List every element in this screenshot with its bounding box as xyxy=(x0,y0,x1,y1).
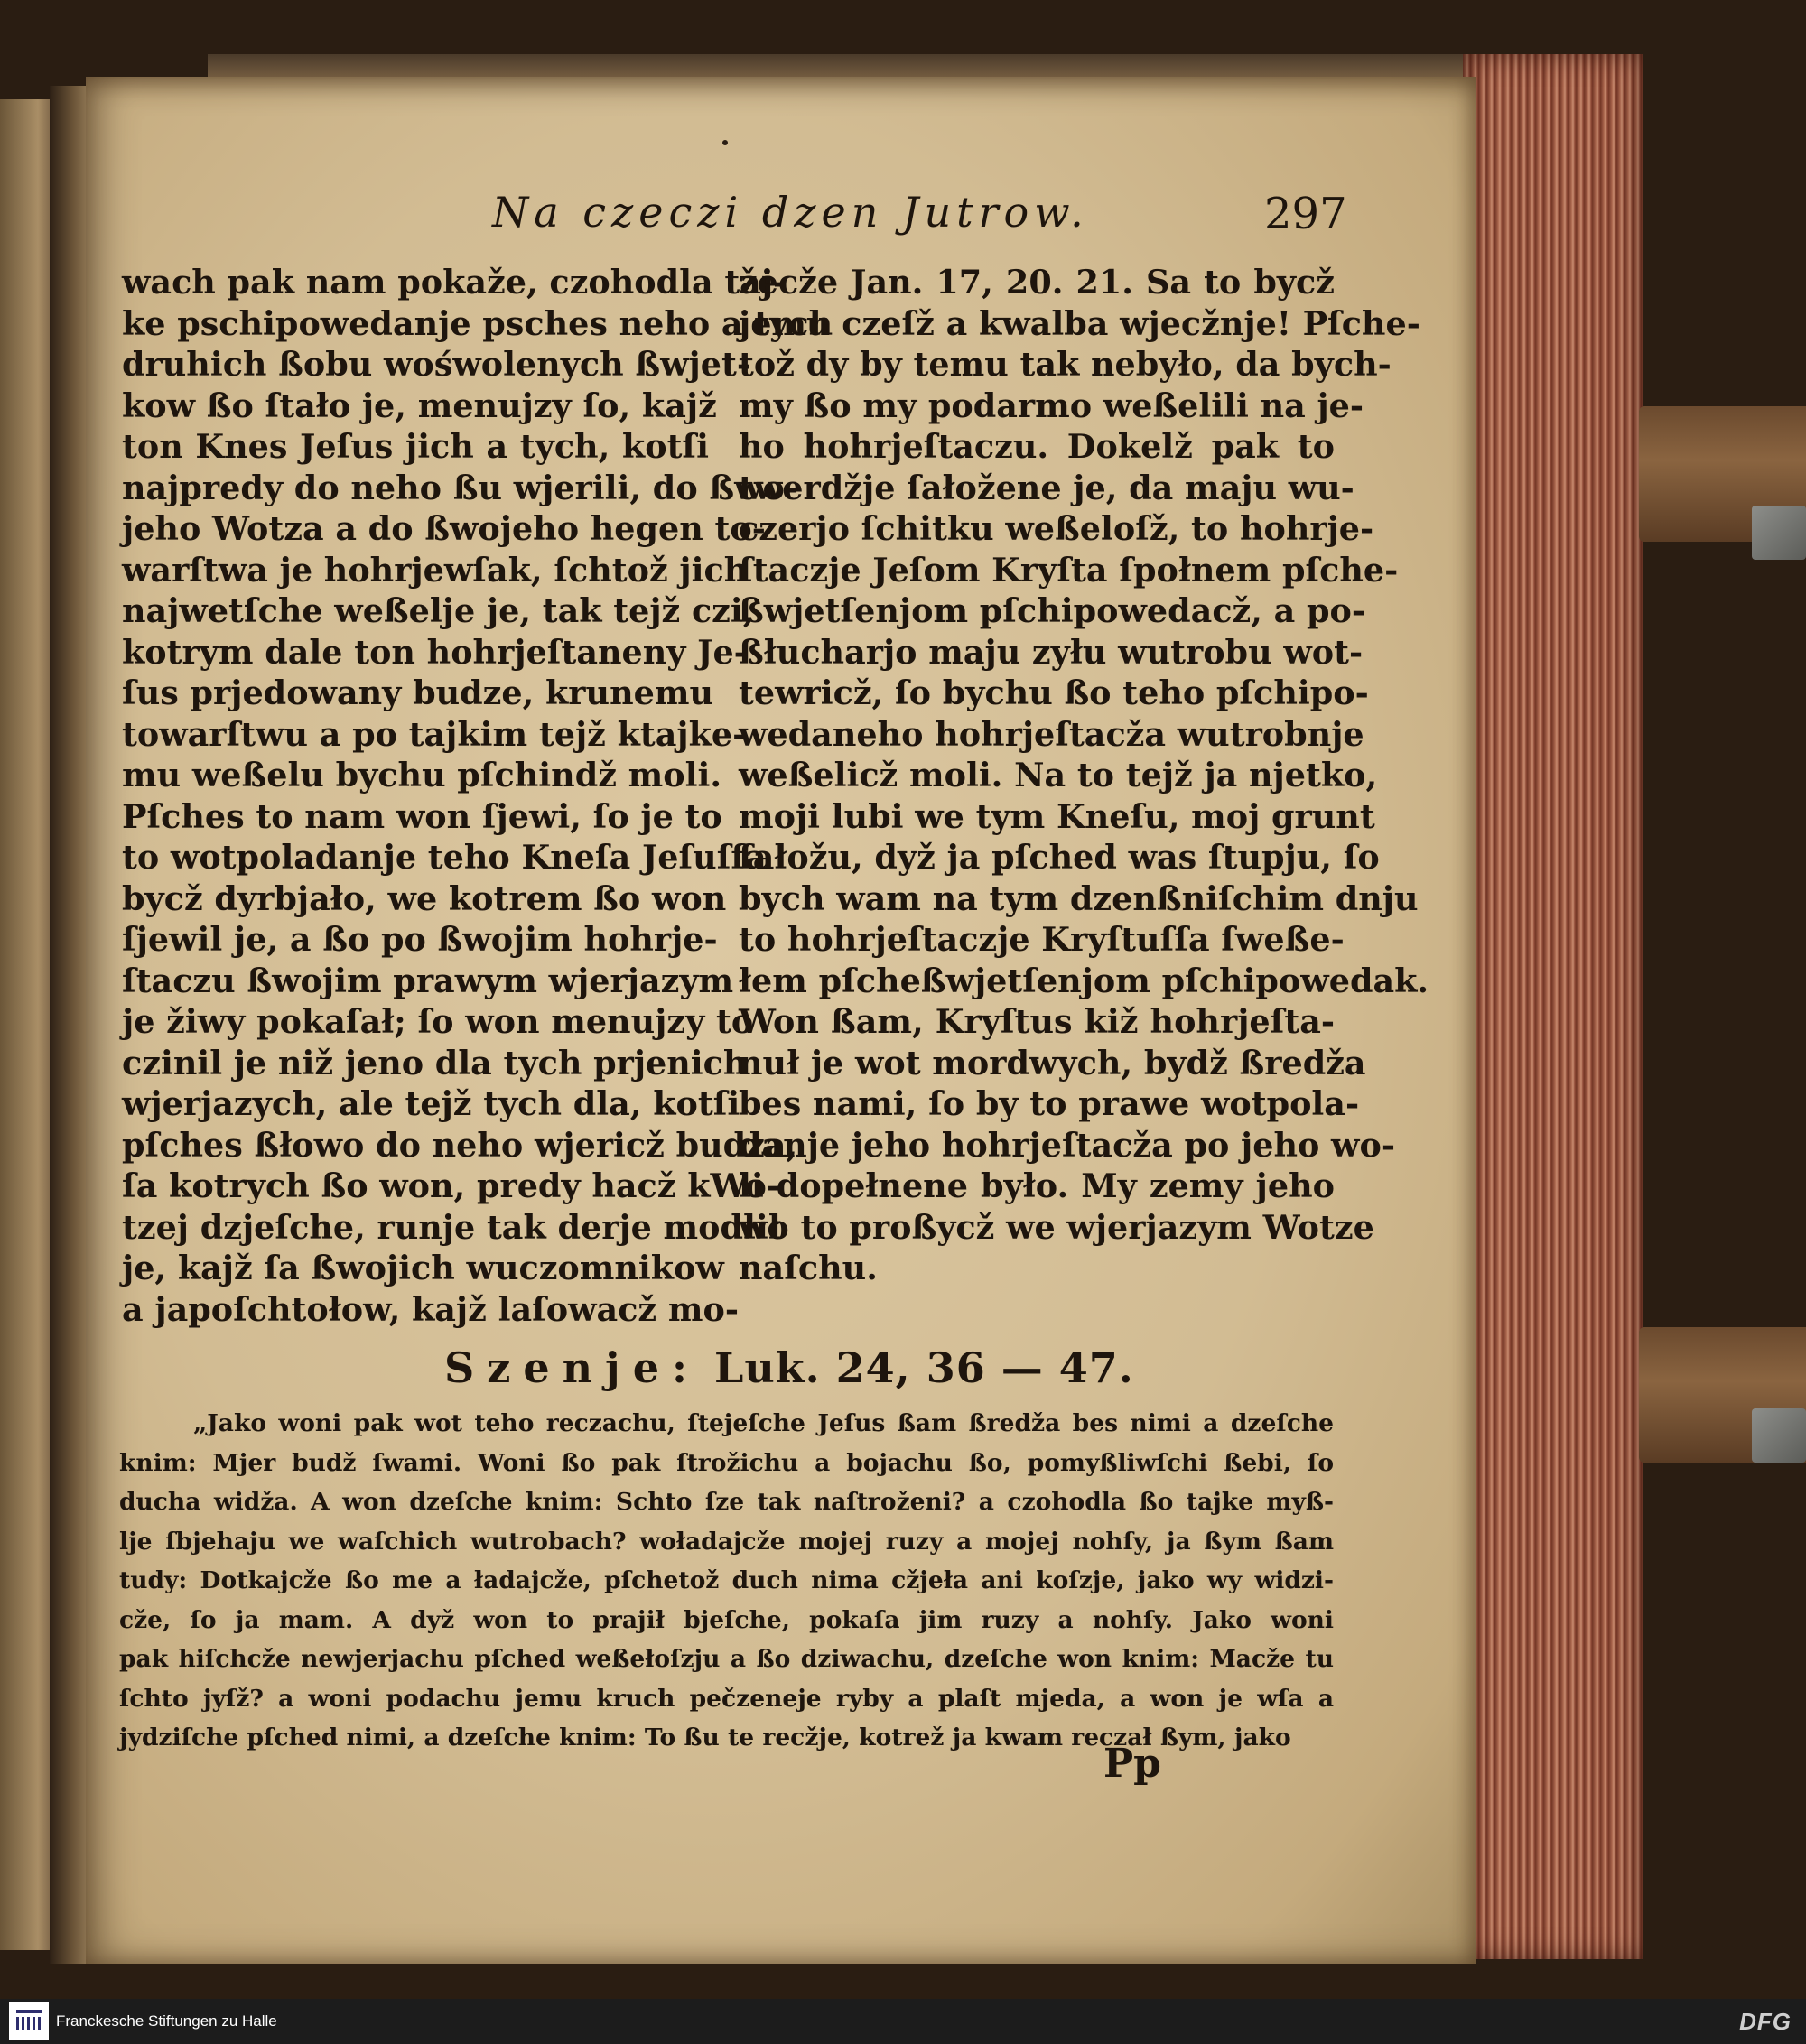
text-line: wo to proßycž we wjerjazym Wotze xyxy=(739,1207,1374,1247)
text-line: jeho Wotza a do ßwojeho hegen to- xyxy=(122,509,766,548)
right-text-column xyxy=(739,262,1429,1327)
ink-speck xyxy=(722,140,728,145)
metal-clasp-lower xyxy=(1752,1408,1806,1463)
text-line: li dopełnene było. My zemy jeho xyxy=(739,1166,1335,1205)
text-line: ßłucharjo maju zyłu wutrobu wot- xyxy=(739,632,1364,672)
text-line: naſchu. xyxy=(739,1249,878,1287)
text-line: warſtwa je hohrjewſak, ſchtož jich xyxy=(122,550,749,590)
quote-line: lje ſbjehaju we waſchich wutrobach? woładajcže mojej ruzy a mojej nohſy, ja ßym ßam xyxy=(119,1527,1334,1556)
text-line: twerdžje ſałožene je, da maju wu- xyxy=(739,468,1354,507)
text-line: moji lubi we tym Kneſu, moj grunt xyxy=(739,796,1375,836)
text-line: druhich ßobu wośwolenych ßwjet- xyxy=(122,345,750,384)
text-line: najpredy do neho ßu wjerili, do ßwo- xyxy=(122,468,799,507)
text-line: pſches ßłowo do neho wjericž budza, xyxy=(122,1125,798,1165)
organization-name: Franckesche Stiftungen zu Halle xyxy=(56,2012,277,2030)
text-line: czerjo ſchitku weßeloſž, to hohrje- xyxy=(739,509,1374,548)
quote-line: „Jako woni pak wot teho reczachu, ſtejeſche Jeſus ßam ßredža bes nimi a dzeſche xyxy=(193,1409,1334,1437)
text-line: ſałožu, dyž ja pſched was ſtupju, ſo xyxy=(739,838,1380,877)
text-line: bes nami, ſo by to prawe wotpola- xyxy=(739,1084,1360,1123)
text-line: to wotpoladanje teho Kneſa Jeſuſſa xyxy=(122,838,767,877)
text-line: ke pschipowedanje psches neho a tych xyxy=(122,303,833,343)
text-line: je žiwy pokaſał; ſo won menujzy to xyxy=(122,1002,754,1041)
text-line: to hohrjeſtaczje Kryſtuſſa ſweße- xyxy=(739,920,1345,959)
text-line: ſtaczje Jeſom Kryſta ſpołnem pſche- xyxy=(739,550,1399,590)
text-line: czinil je niž jeno dla tych prjenich xyxy=(122,1043,748,1082)
dfg-logo: DFG xyxy=(1739,2008,1792,2035)
section-heading-reference: Luk. 24, 36 — 47. xyxy=(713,1343,1134,1392)
quote-line: cže, ſo ja mam. A dyž won to prajił bjeſche, pokaſa jim ruzy a nohſy. Jako woni xyxy=(119,1605,1334,1634)
text-line: ſa kotrych ßo won, predy hacž kWo- xyxy=(122,1166,781,1205)
text-line: kotrym dale ton hohrjeſtaneny Je- xyxy=(122,632,748,672)
metal-clasp-upper xyxy=(1752,506,1806,560)
running-head: Na czeczi dzen Jutrow. xyxy=(492,188,1089,237)
text-line: weßelicž moli. Na to tejž ja njetko, xyxy=(739,756,1378,794)
text-line: tewricž, ſo bychu ßo teho pſchipo- xyxy=(739,674,1369,712)
text-line: jemu czeſž a kwalba wjecžnje! Pſche- xyxy=(739,303,1420,343)
quote-line: jydziſche pſched nimi, a dzeſche knim: To ßu te recžje, kotrež ja kwam reczał ßym, jako xyxy=(119,1723,1291,1751)
text-line: Won ßam, Kryſtus kiž hohrjeſta- xyxy=(739,1002,1335,1041)
text-line: danje jeho hohrjeſtacža po jeho wo- xyxy=(739,1125,1395,1165)
text-line: towarſtwu a po tajkim tejž ktajke- xyxy=(122,714,747,754)
text-line: tož dy by temu tak nebyło, da bych- xyxy=(739,345,1392,384)
book-fore-edge xyxy=(1463,54,1643,1959)
text-line: a japoſchtołow, kajž laſowacž mo- xyxy=(122,1289,739,1329)
signature-mark: Pp xyxy=(1103,1741,1161,1787)
text-line: nuł je wot mordwych, bydž ßredža xyxy=(739,1043,1366,1082)
text-line: łem pſcheßwjetſenjom pſchipowedak. xyxy=(739,961,1429,1000)
viewer-footer-bar xyxy=(0,1999,1806,2044)
text-line: wjerjazych, ale tejž tych dla, kotſi xyxy=(122,1084,740,1123)
text-line: mu weßelu bychu pſchindž moli. xyxy=(122,756,722,794)
text-line: bycž dyrbjało, we kotrem ßo won xyxy=(122,878,727,918)
text-line: ho hohrjeſtaczu. Dokelž pak to xyxy=(739,427,1335,466)
text-line: najwetſche weßelje je, tak tejž czi, xyxy=(122,591,755,630)
text-line: ton Knes Jeſus jich a tych, kotſi xyxy=(122,427,709,466)
quote-line: tudy: Dotkajcže ßo me a ładajcže, pſchetož duch nima cžjeła ani koſzje, jako wy widzi- xyxy=(119,1566,1334,1594)
quote-line: pak hiſchcže newjerjachu pſched weßełoſzju a ßo dziwachu, dzeſche won knim: Macže tu xyxy=(119,1645,1334,1673)
quote-line: ſchto jyſž? a woni podachu jemu kruch pečzeneje ryby a plaſt mjeda, a won je wſa a xyxy=(119,1684,1334,1713)
text-line: ßwjetſenjom pſchipowedacž, a po- xyxy=(739,591,1366,630)
foundation-logo-icon xyxy=(9,2002,49,2040)
text-line: wach pak nam pokaže, czohodla taj- xyxy=(122,263,787,302)
quote-line: knim: Mjer budž ſwami. Woni ßo pak ſtrožichu a bojachu ßo, pomyßliwſchi ßebi, ſo xyxy=(119,1448,1334,1477)
text-line: wedaneho hohrjeſtacža wutrobnje xyxy=(739,714,1364,754)
text-line: ſtaczu ßwojim prawym wjerjazym xyxy=(122,961,734,1000)
text-line: je, kajž ſa ßwojich wuczomnikow xyxy=(122,1249,724,1287)
text-line: my ßo my podarmo weßelili na je- xyxy=(739,386,1364,425)
section-heading xyxy=(444,1336,1134,1399)
page-number: 297 xyxy=(1264,189,1347,239)
quote-line: ducha widža. A won dzeſche knim: Schto ſze tak naſtroženi? a czohodla ßo tajke myß- xyxy=(119,1488,1334,1516)
text-line: ſus prjedowany budze, krunemu xyxy=(122,674,713,712)
scripture-quote xyxy=(119,1404,1334,1751)
section-heading-label: Szenje: xyxy=(444,1343,700,1392)
text-line: žecže Jan. 17, 20. 21. Sa to bycž xyxy=(739,263,1335,302)
text-line: ſjewil je, a ßo po ßwojim hohrje- xyxy=(122,920,718,959)
text-line: Pſches to nam won ſjewi, ſo je to xyxy=(122,796,722,836)
text-line: bych wam na tym dzenßniſchim dnju xyxy=(739,878,1419,918)
text-line: tzej dzjeſche, runje tak derje modlił xyxy=(122,1207,781,1247)
text-line: kow ßo ſtało je, menujzy ſo, kajž xyxy=(122,386,717,425)
